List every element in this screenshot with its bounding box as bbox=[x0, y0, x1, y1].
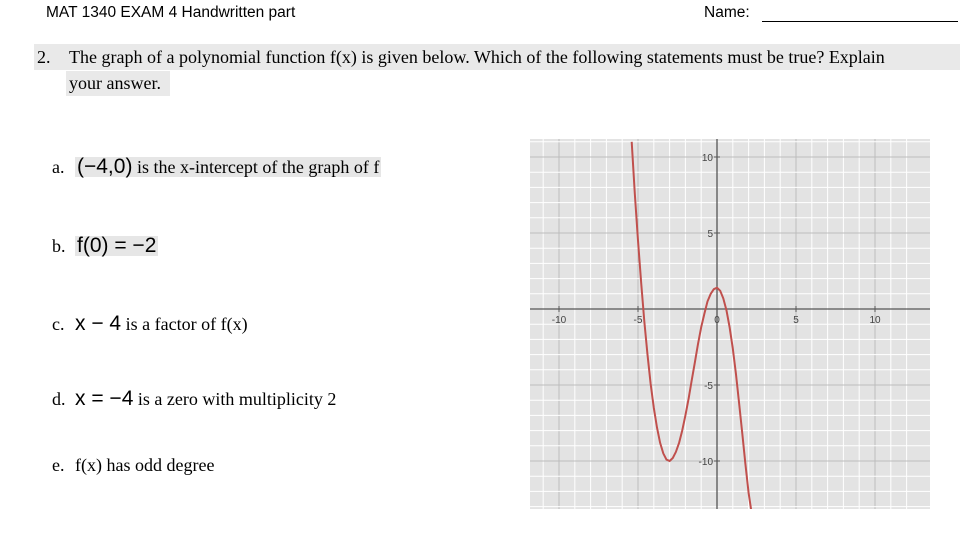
option-e-letter: e. bbox=[52, 455, 65, 475]
exam-title: MAT 1340 EXAM 4 Handwritten part bbox=[46, 4, 296, 21]
name-blank-line[interactable] bbox=[762, 21, 958, 22]
polynomial-graph bbox=[530, 139, 930, 509]
option-d-text: is a zero with multiplicity 2 bbox=[133, 389, 337, 409]
option-b-letter: b. bbox=[52, 236, 66, 256]
option-d-math: x = −4 bbox=[75, 387, 134, 410]
option-c bbox=[52, 307, 248, 341]
option-a-text: is the x-intercept of the graph of f bbox=[132, 157, 380, 177]
y-tick-label: -10 bbox=[698, 457, 713, 468]
x-tick-label: 10 bbox=[869, 315, 881, 326]
option-b-math: f(0) = −2 bbox=[77, 234, 157, 257]
x-tick-label: -10 bbox=[551, 315, 567, 326]
option-b bbox=[52, 229, 158, 263]
option-a bbox=[52, 150, 381, 184]
question-text-line-1: The graph of a polynomial function f(x) is given below. Which of the following statements must be true? Explain bbox=[69, 47, 885, 67]
option-a-letter: a. bbox=[52, 157, 65, 177]
question-text-line-2: your answer. bbox=[69, 73, 161, 93]
y-tick-label: -5 bbox=[704, 381, 713, 392]
x-tick-label: 5 bbox=[793, 315, 799, 326]
y-tick-label: 10 bbox=[701, 153, 713, 164]
option-a-math: (−4,0) bbox=[77, 155, 133, 178]
option-c-text: is a factor of f(x) bbox=[121, 314, 248, 334]
option-d bbox=[52, 382, 336, 416]
option-e bbox=[52, 448, 214, 482]
y-tick-label: 5 bbox=[707, 229, 713, 240]
question-number: 2. bbox=[37, 47, 51, 67]
option-c-letter: c. bbox=[52, 314, 65, 334]
x-tick-label: 0 bbox=[714, 315, 720, 326]
option-c-math: x − 4 bbox=[75, 312, 122, 335]
x-tick-label: -5 bbox=[633, 315, 643, 326]
name-label: Name: bbox=[704, 4, 750, 21]
option-d-letter: d. bbox=[52, 389, 66, 409]
option-e-text: f(x) has odd degree bbox=[75, 455, 215, 475]
